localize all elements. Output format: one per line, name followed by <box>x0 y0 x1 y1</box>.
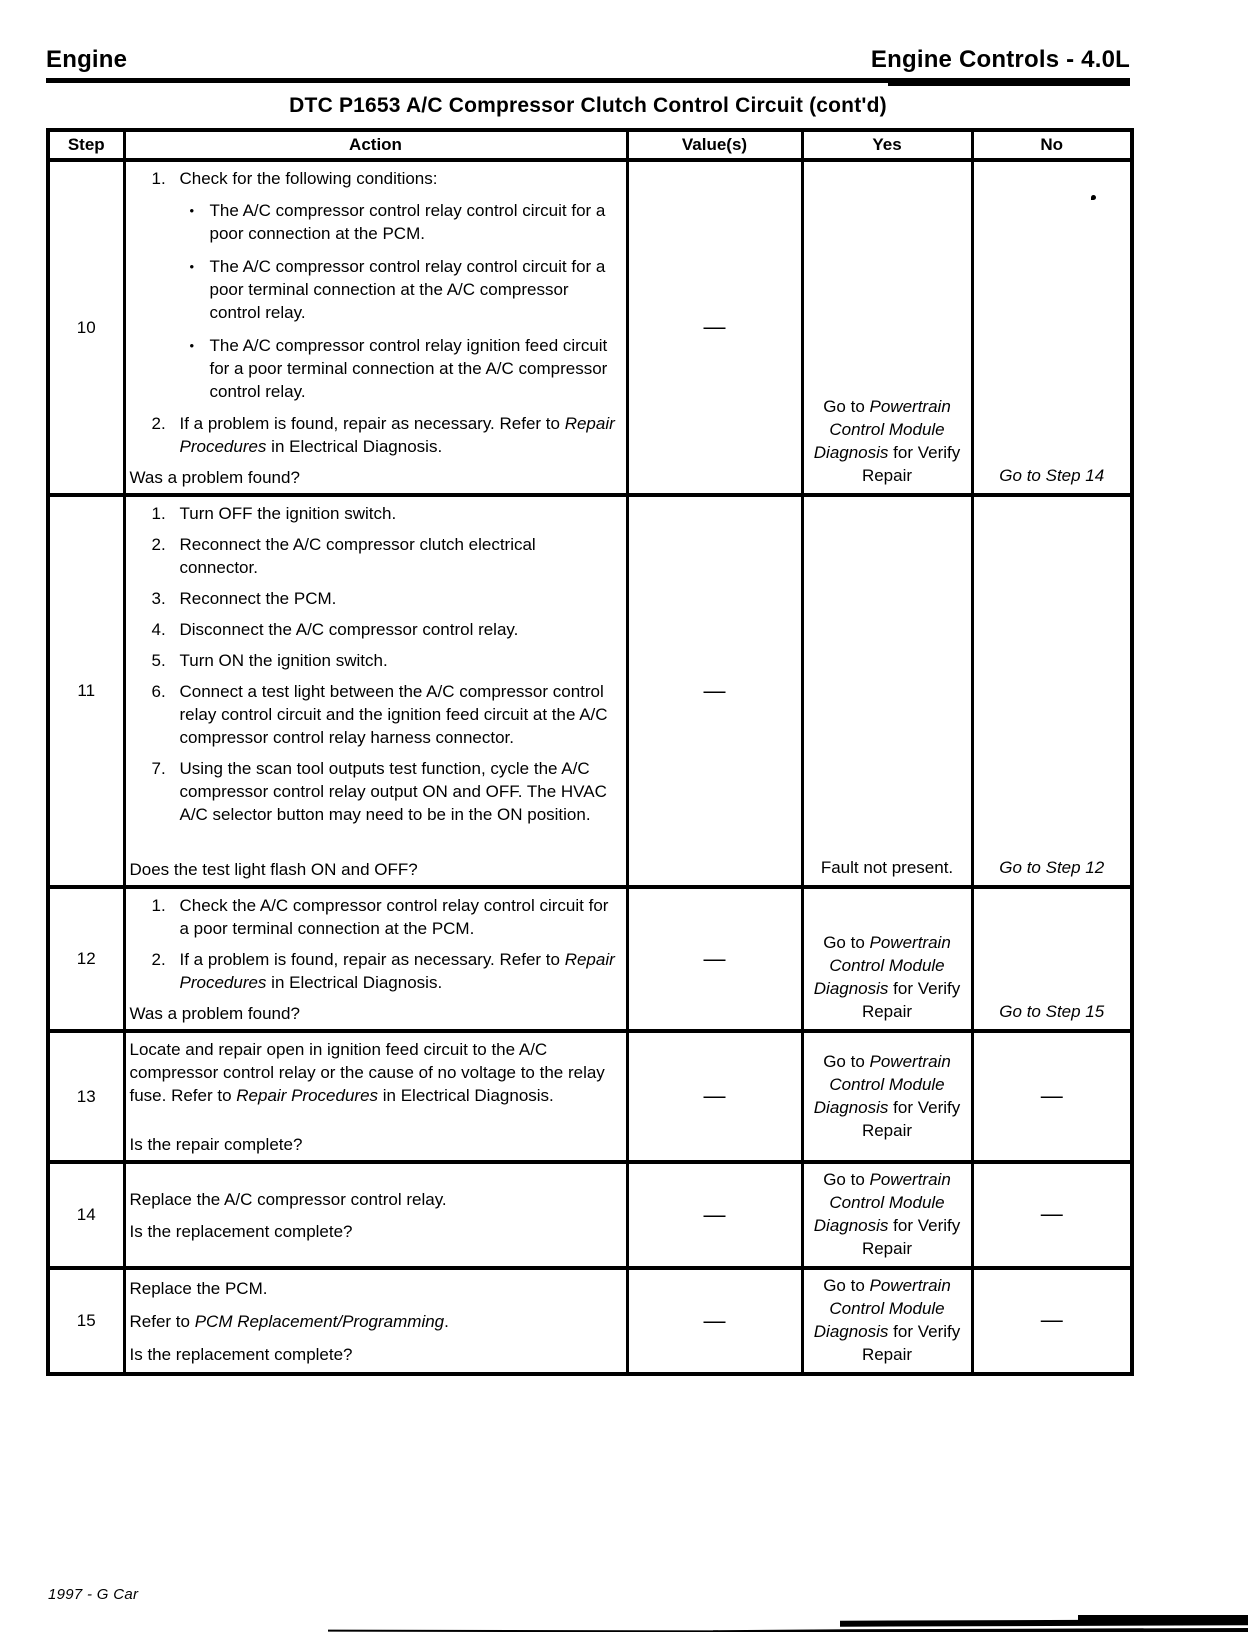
text-run: Go to <box>823 1051 870 1071</box>
text-run: Using the scan tool outputs test function, cycle the A/C compressor control relay output ON and OFF. The HVAC A/C selector button may need to be in the ON position. <box>179 759 607 824</box>
text-run: — <box>1040 1082 1063 1108</box>
action-item <box>130 649 618 672</box>
action-cell <box>124 1268 627 1374</box>
item-text <box>180 412 618 458</box>
text-run: Reconnect the A/C compressor clutch electrical connector. <box>179 535 536 577</box>
step-cell: 15 <box>48 1268 124 1374</box>
action-content <box>130 1188 618 1243</box>
header-rule-accent <box>888 83 1130 86</box>
col-header-step: Step <box>48 130 124 160</box>
item-number: 1. <box>151 169 166 188</box>
text-run: The A/C compressor control relay ignition feed circuit for a poor terminal connection at the A/C compressor control relay. <box>209 336 608 401</box>
text-run: in Electrical Diagnosis. <box>378 1086 554 1105</box>
action-cell <box>124 887 627 1031</box>
text-run: Go to <box>823 397 870 416</box>
diagnostic-table <box>46 128 1134 1376</box>
item-number: 2. <box>151 950 166 969</box>
item-number: 4. <box>151 620 166 639</box>
bullet-icon: • <box>189 259 195 274</box>
step-cell: 14 <box>48 1162 124 1268</box>
values-cell <box>627 160 802 495</box>
step-cell: 12 <box>48 887 124 1031</box>
table-row <box>48 1031 1132 1162</box>
action-content <box>130 502 618 881</box>
text-run: for Verify Repair <box>861 1097 961 1140</box>
item-number: 6. <box>151 682 166 701</box>
bullet-text <box>210 334 618 403</box>
text-run: Go to <box>823 1170 870 1189</box>
item-number: 3. <box>151 589 166 608</box>
italic-text: Go to Step 12 <box>999 858 1105 877</box>
yes-cell <box>802 160 972 495</box>
value-dash: — <box>703 677 726 703</box>
text-run: Check for the following conditions: <box>179 169 438 188</box>
item-text <box>180 680 618 749</box>
text-run: for Verify Repair <box>861 1216 961 1258</box>
values-cell <box>627 1162 802 1268</box>
text-run: Locate and repair open in ignition feed circuit to the A/C compressor control relay or the cause of no voltage to the relay fuse. Refer to <box>129 1040 605 1105</box>
yes-cell <box>802 1268 972 1374</box>
action-cell <box>124 1031 627 1162</box>
italic-text: Powertrain Control Module Diagnosis <box>813 397 951 462</box>
table-row <box>48 160 1132 495</box>
action-question: Was a problem found? <box>129 1004 300 1023</box>
italic-text: Powertrain Control Module Diagnosis <box>813 1276 951 1341</box>
value-dash: — <box>703 945 726 971</box>
action-item <box>130 502 618 525</box>
action-item <box>130 587 618 610</box>
header-chapter-label: Engine Controls - 4.0L <box>870 46 1130 73</box>
item-text <box>180 533 618 579</box>
text-run: If a problem is found, repair as necessary. Refer to <box>179 414 565 433</box>
text-run: — <box>1040 1307 1063 1332</box>
no-cell <box>972 495 1132 887</box>
item-number: 7. <box>151 759 166 778</box>
italic-text: Repair Procedures <box>179 950 615 992</box>
italic-text: PCM Replacement/Programming <box>194 1312 445 1331</box>
action-item <box>130 680 618 749</box>
bullet-icon: • <box>189 338 195 353</box>
value-dash: — <box>703 1083 726 1108</box>
bullet-text <box>210 255 618 324</box>
action-paragraph <box>130 1310 618 1333</box>
item-number: 2. <box>151 535 166 554</box>
col-header-action: Action <box>124 130 627 160</box>
item-number: 1. <box>151 504 166 523</box>
text-run: If a problem is found, repair as necessary. Refer to <box>179 950 565 969</box>
italic-text: Go to Step 14 <box>999 466 1105 485</box>
action-bullet <box>130 255 618 324</box>
yes-cell <box>802 887 972 1031</box>
action-bullet <box>130 334 618 403</box>
item-text <box>180 649 618 672</box>
item-number: 1. <box>151 896 166 915</box>
text-run: The A/C compressor control relay control circuit for a poor terminal connection at the A/C compressor control relay. <box>209 257 606 322</box>
scan-artifact-dot <box>1091 195 1096 200</box>
text-run: Go to <box>823 1276 870 1295</box>
text-run: Check the A/C compressor control relay control circuit for a poor terminal connection at the PCM. <box>179 896 609 938</box>
values-cell <box>627 1031 802 1162</box>
text-run: Replace the PCM. <box>129 1279 268 1298</box>
value-dash: — <box>703 1307 726 1333</box>
table-row <box>48 1162 1132 1268</box>
no-cell <box>972 1031 1132 1162</box>
action-paragraph <box>130 1188 618 1211</box>
italic-text: Repair Procedures <box>179 414 615 456</box>
item-text <box>180 618 618 641</box>
text-run: Reconnect the PCM. <box>179 589 337 608</box>
scan-artifact-bar <box>1078 1615 1248 1622</box>
table-body <box>48 160 1132 1374</box>
action-paragraph <box>130 1038 618 1107</box>
yes-cell <box>802 1162 972 1268</box>
item-number: 2. <box>151 414 166 433</box>
text-run: — <box>1040 1201 1063 1226</box>
italic-text: Powertrain Control Module Diagnosis <box>813 1051 951 1117</box>
no-cell <box>972 160 1132 495</box>
no-cell <box>972 1162 1132 1268</box>
action-content <box>130 1038 618 1156</box>
running-header <box>46 46 1130 76</box>
text-run: Connect a test light between the A/C compressor control relay control circuit and the ignition feed circuit at the A/C compressor control relay harness connector. <box>179 682 608 747</box>
action-content <box>130 894 618 1025</box>
text-run: for Verify Repair <box>861 979 961 1021</box>
action-item <box>130 412 618 458</box>
text-run: Refer to <box>129 1312 195 1331</box>
text-run: for Verify Repair <box>861 1322 961 1364</box>
page-footer: 1997 - G Car <box>48 1586 139 1603</box>
item-text <box>180 757 618 826</box>
item-text <box>180 167 618 190</box>
step-cell: 10 <box>48 160 124 495</box>
value-dash: — <box>703 1201 726 1227</box>
no-cell <box>972 1268 1132 1374</box>
values-cell <box>627 887 802 1031</box>
text-run: Fault not present. <box>820 858 954 877</box>
table-header-row <box>48 130 1132 160</box>
action-question: Does the test light flash ON and OFF? <box>129 860 418 879</box>
action-item <box>130 894 618 940</box>
text-run: Go to <box>823 933 870 952</box>
table-row <box>48 887 1132 1031</box>
item-text <box>180 948 618 994</box>
item-number: 5. <box>151 651 166 670</box>
action-item <box>130 167 618 190</box>
item-text <box>180 587 618 610</box>
text-run: . <box>444 1312 449 1331</box>
action-item <box>130 757 618 826</box>
action-content <box>130 1277 618 1366</box>
values-cell <box>627 495 802 887</box>
action-bullet <box>130 199 618 245</box>
values-cell <box>627 1268 802 1374</box>
action-content <box>130 167 618 489</box>
italic-text: Powertrain Control Module Diagnosis <box>813 1170 951 1235</box>
text-run: in Electrical Diagnosis. <box>266 973 443 992</box>
text-run: in Electrical Diagnosis. <box>266 437 443 456</box>
italic-text: Go to Step 15 <box>999 1002 1105 1021</box>
action-question: Is the replacement complete? <box>129 1222 353 1241</box>
action-paragraph <box>130 1277 618 1300</box>
header-section-label: Engine <box>46 46 128 73</box>
scan-artifact-bar <box>713 1628 1248 1632</box>
action-cell <box>124 160 627 495</box>
col-header-yes: Yes <box>802 130 972 160</box>
action-item <box>130 533 618 579</box>
step-cell: 11 <box>48 495 124 887</box>
action-question: Is the replacement complete? <box>129 1345 353 1364</box>
text-run: The A/C compressor control relay control circuit for a poor connection at the PCM. <box>209 201 606 243</box>
no-cell <box>972 887 1132 1031</box>
yes-cell <box>802 1031 972 1162</box>
action-item <box>130 948 618 994</box>
page-title: DTC P1653 A/C Compressor Clutch Control Circuit (cont'd) <box>289 94 887 117</box>
item-text <box>180 502 618 525</box>
italic-text: Powertrain Control Module Diagnosis <box>813 933 951 998</box>
step-cell: 13 <box>48 1031 124 1162</box>
text-run: Replace the A/C compressor control relay. <box>129 1190 447 1209</box>
action-question: Was a problem found? <box>129 468 300 487</box>
action-cell <box>124 495 627 887</box>
action-question: Is the repair complete? <box>129 1135 303 1154</box>
text-run: Turn ON the ignition switch. <box>179 651 388 670</box>
col-header-values: Value(s) <box>627 130 802 160</box>
col-header-no: No <box>972 130 1132 160</box>
text-run: Turn OFF the ignition switch. <box>179 504 397 523</box>
action-item <box>130 618 618 641</box>
yes-cell <box>802 495 972 887</box>
item-text <box>180 894 618 940</box>
text-run: for Verify Repair <box>861 443 961 485</box>
action-cell <box>124 1162 627 1268</box>
italic-text: Repair Procedures <box>236 1086 379 1105</box>
value-dash: — <box>703 314 726 339</box>
text-run: Disconnect the A/C compressor control relay. <box>179 620 519 639</box>
bullet-icon: • <box>189 203 195 218</box>
table-row <box>48 1268 1132 1374</box>
table-row <box>48 495 1132 887</box>
bullet-text <box>210 199 618 245</box>
